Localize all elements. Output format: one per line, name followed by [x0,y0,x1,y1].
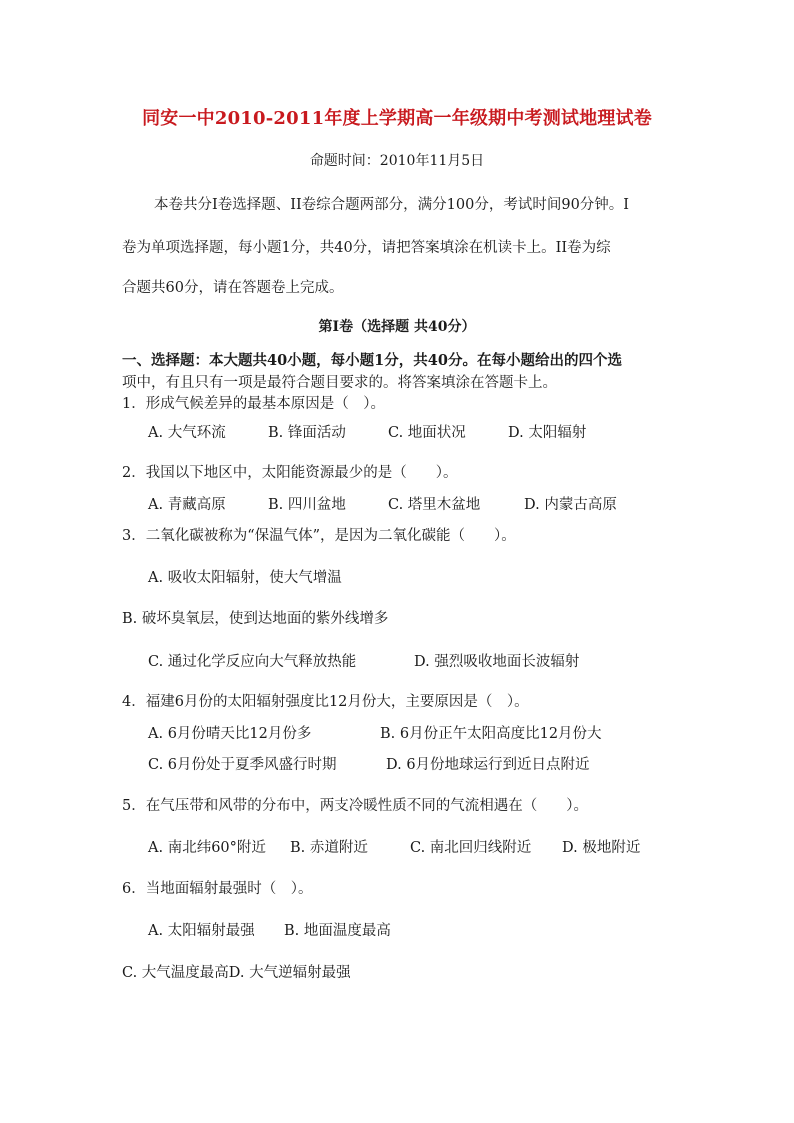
question-2-stem: 2．我国以下地区中，太阳能资源最少的是（ ）。 [122,465,458,481]
q6-option-a: A. 太阳辐射最强 [148,923,255,939]
q6-option-cd: C. 大气温度最高D. 大气逆辐射最强 [122,965,351,981]
q3-option-c: C. 通过化学反应向大气释放热能 [148,654,357,670]
q5-option-a: A. 南北纬60°附近 [148,840,266,856]
q1-option-d: D. 太阳辐射 [508,425,587,441]
q2-option-c: C. 塔里木盆地 [388,497,481,513]
question-6-stem: 6．当地面辐射最强时（ ）。 [122,881,313,897]
q2-option-d: D. 内蒙古高原 [524,497,617,513]
question-3-stem: 3．二氧化碳被称为“保温气体”，是因为二氧化碳能（ ）。 [122,528,516,544]
intro-line-2: 卷为单项选择题，每小题1分，共40分，请把答案填涂在机读卡上。II卷为综 [122,240,611,256]
intro-line-3: 合题共60分，请在答题卷上完成。 [122,280,344,296]
q1-option-a: A. 大气环流 [148,425,226,441]
q4-option-d: D. 6月份地球运行到近日点附近 [386,757,590,773]
question-1-stem: 1．形成气候差异的最基本原因是（ ）。 [122,396,385,412]
intro-line-1: 本卷共分I卷选择题、II卷综合题两部分，满分100分，考试时间90分钟。I [154,197,630,213]
exam-title: 同安一中2010-2011年度上学期高一年级期中考测试地理试卷 [142,108,652,129]
q6-option-b: B. 地面温度最高 [284,923,391,939]
q5-option-d: D. 极地附近 [562,840,641,856]
q4-option-c: C. 6月份处于夏季风盛行时期 [148,757,337,773]
q4-option-b: B. 6月份正午太阳高度比12月份大 [380,726,602,742]
q2-option-a: A. 青藏高原 [148,497,226,513]
q2-option-b: B. 四川盆地 [268,497,346,513]
q3-option-b: B. 破坏臭氧层，使到达地面的紫外线增多 [122,611,389,627]
section-heading: 第I卷（选择题 共40分） [318,319,476,335]
q1-option-c: C. 地面状况 [388,425,466,441]
q3-option-a: A. 吸收太阳辐射，使大气增温 [148,570,342,586]
q5-option-c: C. 南北回归线附近 [410,840,532,856]
section-instruction-cont: 项中，有且只有一项是最符合题目要求的。将答案填涂在答题卡上。 [122,375,557,391]
section-instruction: 一、选择题：本大题共40小题，每小题1分，共40分。在每小题给出的四个选 [122,352,622,369]
question-4-stem: 4．福建6月份的太阳辐射强度比12月份大，主要原因是（ ）。 [122,694,529,710]
q1-option-b: B. 锋面活动 [268,425,346,441]
q5-option-b: B. 赤道附近 [290,840,368,856]
question-5-stem: 5．在气压带和风带的分布中，两支冷暖性质不同的气流相遇在（ ）。 [122,798,588,814]
q3-option-d: D. 强烈吸收地面长波辐射 [414,654,580,670]
exam-date: 命题时间：2010年11月5日 [309,153,485,169]
q4-option-a: A. 6月份晴天比12月份多 [148,726,312,742]
